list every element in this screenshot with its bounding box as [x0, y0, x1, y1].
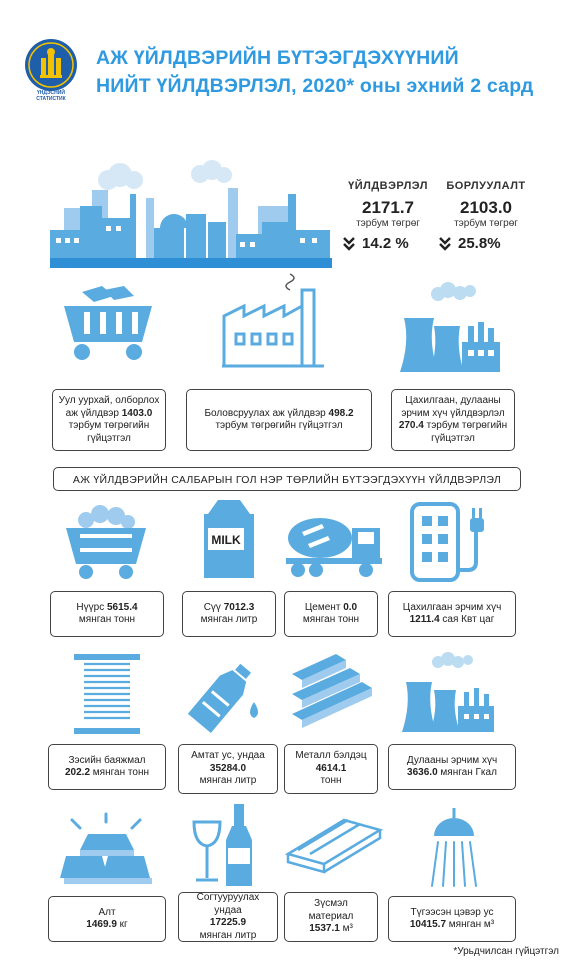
- production-change: [338, 235, 438, 252]
- heat-plant-icon: [400, 652, 496, 736]
- product-gold-box: [48, 896, 166, 942]
- power-plant-icon: [398, 282, 502, 376]
- product-lumber-unit: м³: [339, 923, 353, 935]
- coal-cart-icon: [64, 500, 148, 584]
- sector-energy-box: [391, 389, 515, 451]
- metal-beams-icon: [288, 650, 378, 736]
- product-copper-value: 202.2: [65, 767, 91, 778]
- sales-stat: [436, 180, 536, 252]
- sector-mining-box: [52, 389, 166, 451]
- product-metal-name: Металл бэлдэц: [295, 750, 367, 762]
- product-alcohol-value: 17225.9: [209, 917, 247, 928]
- product-copper-box: [48, 744, 166, 790]
- product-softdrink-name: Амтат ус, ундаа: [191, 750, 265, 762]
- product-lumber-box: [284, 892, 378, 942]
- product-electricity-unit: сая Квт цаг: [439, 614, 495, 625]
- sector-mining-value: 1403.0: [121, 407, 153, 419]
- lumber-icon: [284, 814, 384, 884]
- wine-bottle-icon: [190, 802, 260, 892]
- production-unit: тэрбум төгрөг: [356, 218, 420, 229]
- sector-mining-line2: [66, 408, 153, 421]
- product-water-value: 10415.7: [409, 919, 447, 930]
- sales-unit: тэрбум төгрөг: [454, 218, 518, 229]
- product-metal-box: [284, 744, 378, 794]
- mine-cart-icon: [60, 284, 156, 364]
- logo-caption-1: ҮНДЭСНИЙ: [37, 90, 65, 96]
- product-heat-box: [388, 744, 516, 790]
- sector-mining-line4: гүйцэтгэл: [87, 432, 131, 444]
- product-electricity-line2: [410, 614, 495, 627]
- product-heat-line2: [407, 767, 497, 780]
- logo: [22, 38, 80, 100]
- product-heat-name: Дулааны эрчим хүч: [406, 754, 498, 766]
- product-electricity-box: [388, 591, 516, 637]
- page-title: [96, 44, 566, 100]
- product-coal-name: Нүүрс: [76, 601, 107, 613]
- product-gold-value: 1469.9: [86, 919, 117, 930]
- factory-icon: [218, 272, 330, 370]
- product-softdrink-box: [178, 744, 278, 794]
- product-metal-value: 4614.1: [315, 762, 347, 774]
- product-lumber-line3: [309, 923, 353, 936]
- product-coal-value: 5615.4: [106, 601, 138, 613]
- sector-energy-line3-text: тэрбум төгрөгийн: [423, 420, 508, 431]
- product-cement-name: Цемент: [304, 601, 344, 613]
- product-alcohol-name: Согтууруулах ундаа: [196, 892, 260, 916]
- product-milk-unit: мянган литр: [200, 614, 258, 625]
- sector-manufacturing-value: 498.2: [328, 407, 354, 419]
- sector-mining-line3: тэрбум төгрөгийн: [68, 420, 150, 431]
- sector-manufacturing-line2: тэрбум төгрөгийн гүйцэтгэл: [215, 420, 343, 431]
- production-stat: [338, 180, 438, 252]
- product-coal-unit: мянган тонн: [78, 614, 136, 625]
- product-gold-line2: [86, 919, 127, 932]
- sector-manufacturing-line1-text: Боловсруулах аж үйлдвэр: [204, 407, 329, 419]
- gold-bars-icon: [60, 812, 154, 886]
- cement-truck-icon: [282, 510, 386, 580]
- product-copper-name: Зэсийн баяжмал: [68, 754, 146, 766]
- sector-manufacturing-line1: [204, 408, 353, 421]
- product-metal-unit: тонн: [320, 775, 342, 787]
- sector-manufacturing-box: [186, 389, 372, 451]
- shower-icon: [424, 806, 484, 892]
- double-chevron-down-icon: [438, 237, 452, 251]
- production-value: 2171.7: [362, 198, 414, 217]
- sector-energy-line1: Цахилгаан, дулааны: [405, 395, 501, 406]
- product-water-unit: мянган м³: [446, 919, 495, 930]
- sector-energy-line3: [399, 420, 507, 433]
- product-copper-unit: мянган тонн: [90, 767, 149, 778]
- product-lumber-name: Зүсмэл: [314, 898, 348, 910]
- sector-energy-value: 270.4: [398, 420, 424, 431]
- logo-caption-2: СТАТИСТИК: [36, 95, 66, 102]
- product-lumber-line2: материал: [308, 910, 354, 922]
- product-copper-line2: [65, 767, 149, 780]
- product-water-line2: [410, 919, 494, 932]
- product-electricity-name: Цахилгаан эрчим хүч: [402, 601, 502, 613]
- product-cement-unit: мянган тонн: [302, 614, 360, 625]
- product-electricity-value: 1211.4: [409, 614, 440, 625]
- sector-energy-line2: эрчим хүч үйлдвэрлэл: [401, 407, 505, 419]
- product-cement-box: [284, 591, 378, 637]
- product-coal-box: [50, 591, 164, 637]
- title-line-2: НИЙТ ҮЙЛДВЭРЛЭЛ, 2020* оны эхний 2 сард: [96, 75, 534, 97]
- copper-coil-icon: [72, 652, 142, 736]
- milk-carton-icon: [198, 498, 260, 582]
- product-alcohol-unit: мянган литр: [199, 929, 257, 941]
- product-water-box: [388, 896, 516, 942]
- production-change-value: 14.2 %: [362, 235, 409, 252]
- product-gold-name: Алт: [98, 906, 116, 918]
- milk-label: MILK: [211, 533, 241, 547]
- sector-mining-line2-text: аж үйлдвэр: [65, 407, 122, 419]
- product-softdrink-value: 35284.0: [209, 762, 247, 774]
- product-alcohol-box: [178, 892, 278, 942]
- product-gold-unit: кг: [116, 919, 128, 930]
- product-softdrink-unit: мянган литр: [199, 775, 257, 787]
- product-milk-name: Сүү: [203, 601, 224, 613]
- title-line-1: АЖ ҮЙЛДВЭРИЙН БҮТЭЭГДЭХҮҮНИЙ: [96, 47, 459, 69]
- product-coal-line1: [76, 602, 137, 615]
- sector-energy-line4: гүйцэтгэл: [431, 432, 475, 444]
- product-milk-value: 7012.3: [223, 601, 255, 613]
- sector-mining-line1: Уул уурхай, олборлох: [58, 395, 160, 406]
- product-cement-line1: [305, 602, 357, 615]
- product-milk-line1: [204, 602, 255, 615]
- electric-plug-icon: [408, 500, 492, 584]
- industrial-skyline-illustration: [50, 158, 332, 270]
- sales-change: [436, 235, 536, 252]
- production-label: ҮЙЛДВЭРЛЭЛ: [348, 180, 428, 192]
- product-heat-unit: мянган Гкал: [437, 767, 497, 778]
- product-lumber-value: 1537.1: [309, 923, 340, 935]
- double-chevron-down-icon: [342, 237, 356, 251]
- product-water-name: Түгээсэн цэвэр ус: [410, 906, 494, 918]
- footnote: *Урьдчилсан гүйцэтгэл: [453, 946, 559, 957]
- water-bottle-icon: [186, 658, 270, 738]
- sales-change-value: 25.8%: [458, 235, 501, 252]
- product-milk-box: [182, 591, 276, 637]
- sales-value: 2103.0: [460, 198, 512, 217]
- product-heat-value: 3636.0: [407, 767, 438, 778]
- sales-label: БОРЛУУЛАЛТ: [446, 180, 526, 192]
- product-cement-value: 0.0: [343, 601, 358, 613]
- section-title: АЖ ҮЙЛДВЭРИЙН САЛБАРЫН ГОЛ НЭР ТӨРЛИЙН БҮТЭЭГДЭХҮҮН ҮЙЛДВЭРЛЭЛ: [53, 467, 521, 491]
